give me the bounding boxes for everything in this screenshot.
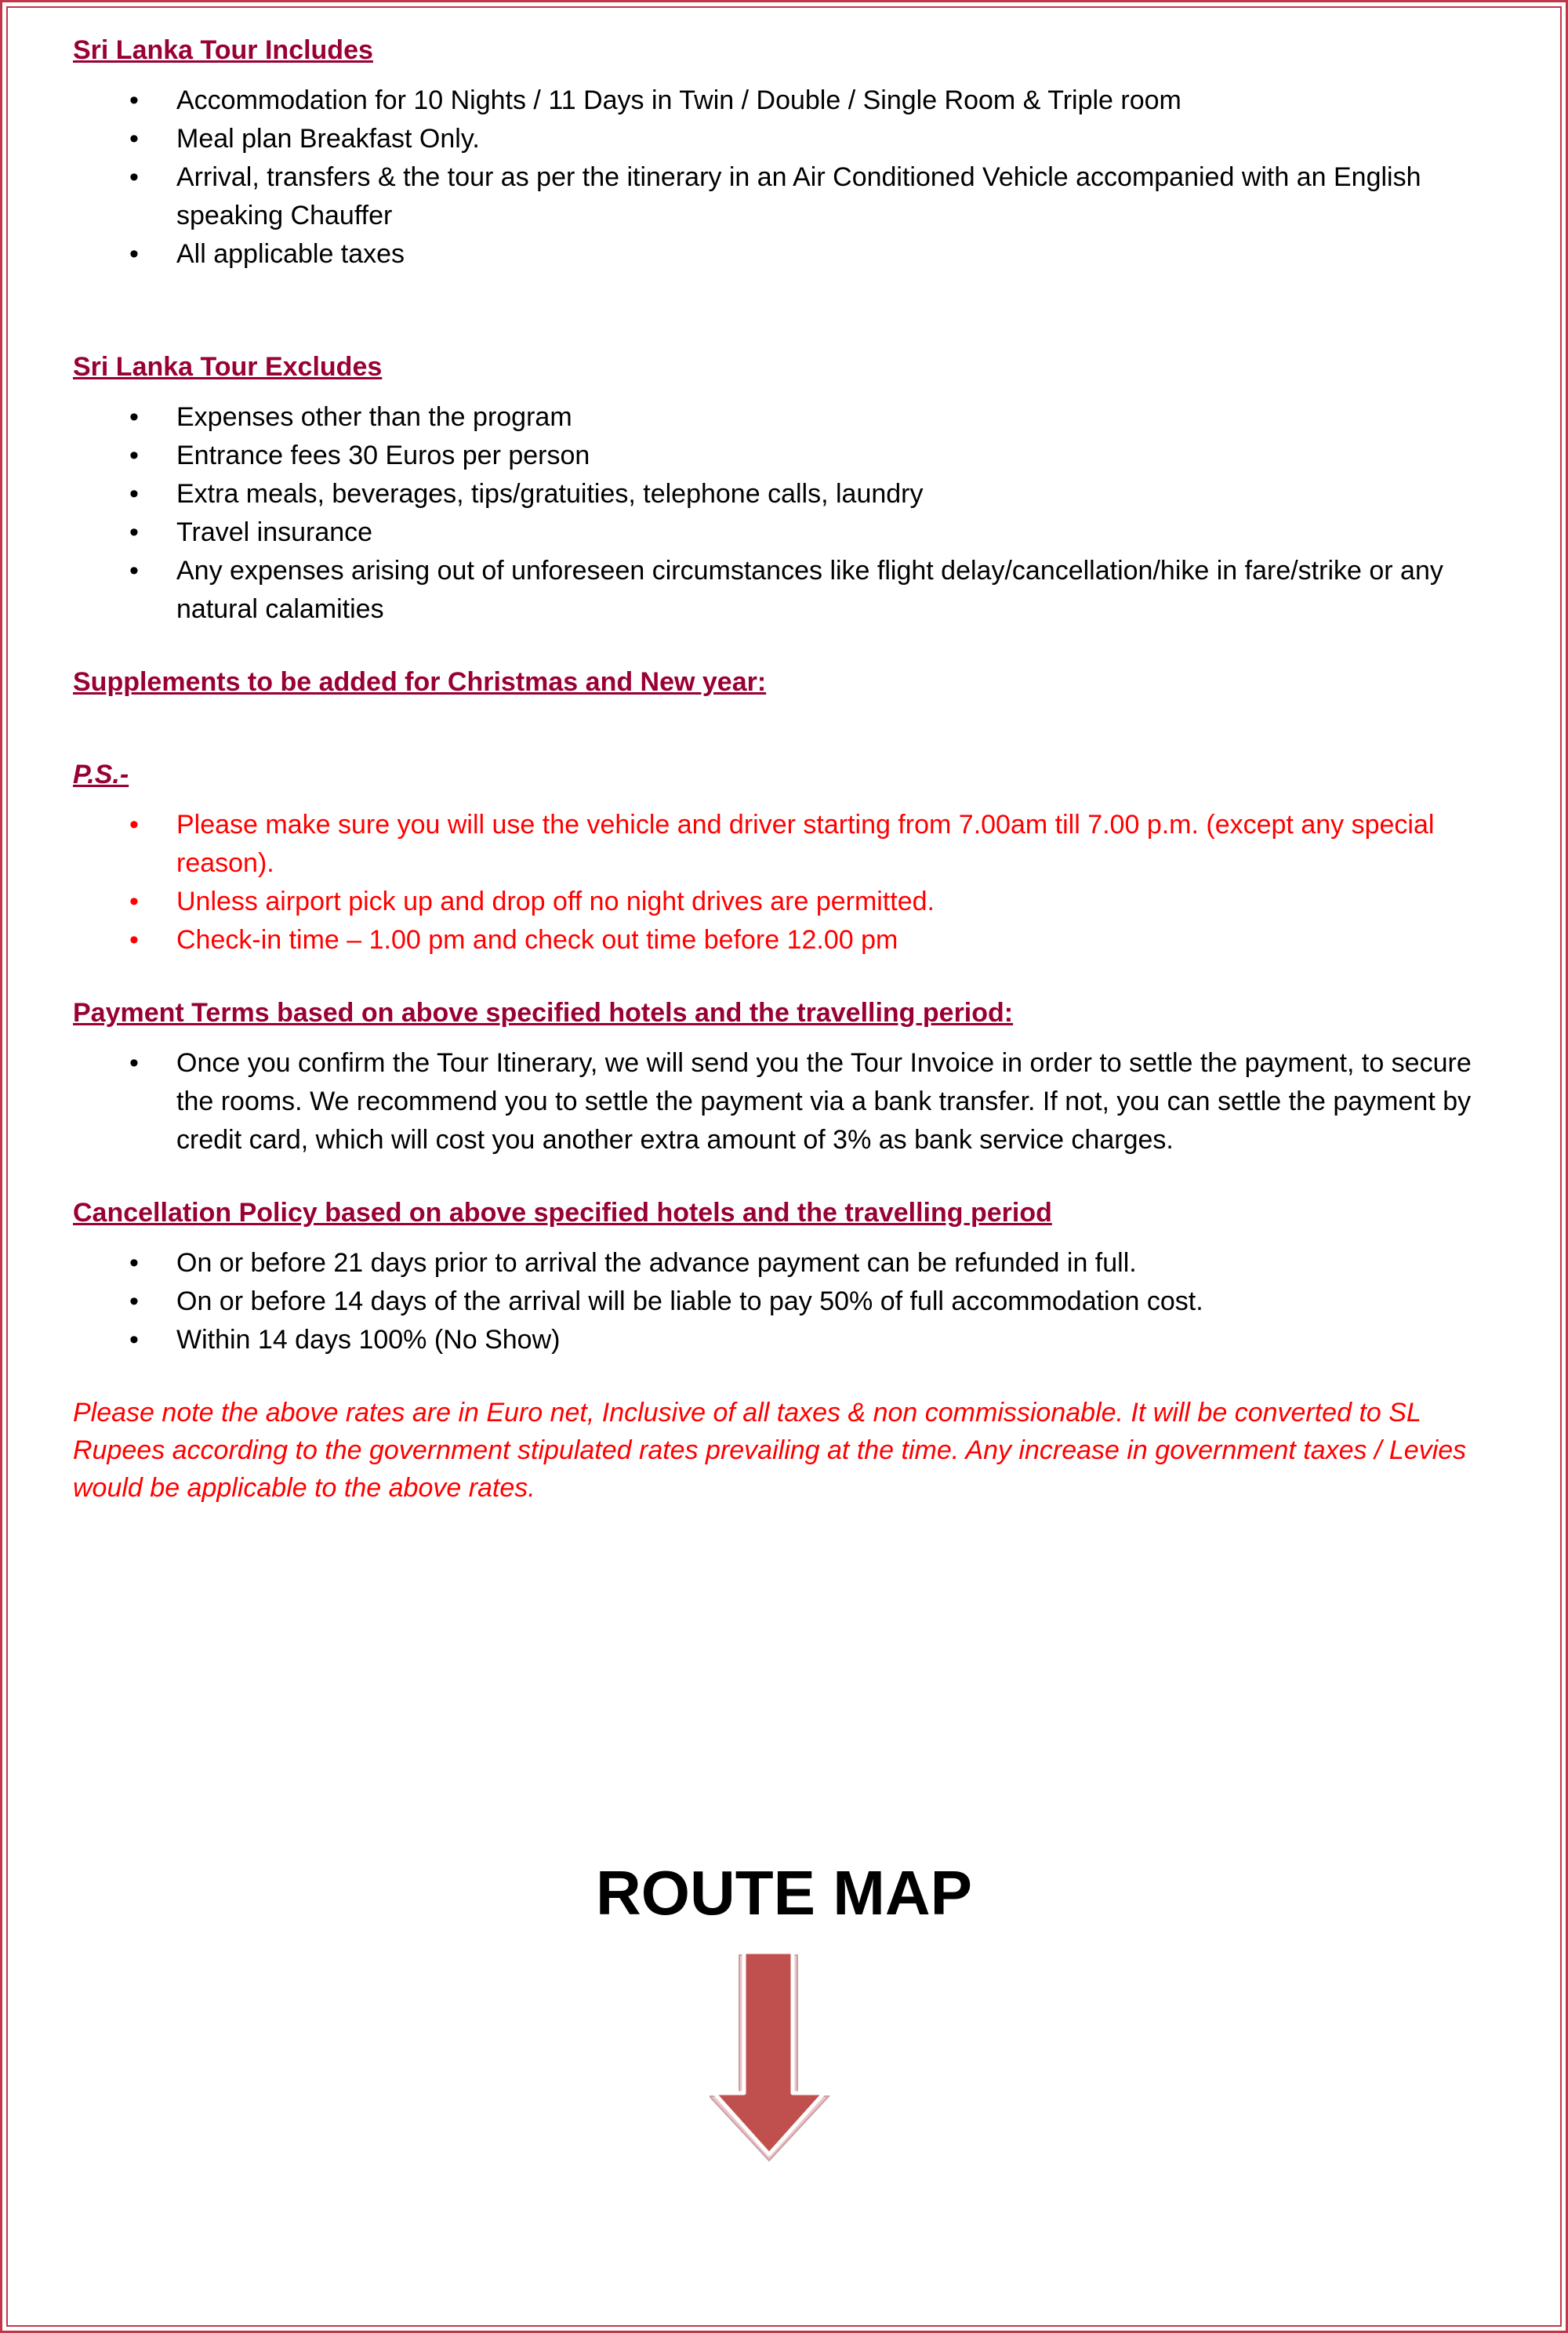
list-item <box>73 552 1508 629</box>
list-item-text: On or before 21 days prior to arrival the advance payment can be refunded in full. <box>176 1248 1137 1278</box>
supplements-section <box>73 663 1508 701</box>
ps-section <box>73 756 1508 960</box>
cancellation-heading: Cancellation Policy based on above specified hotels and the travelling period <box>73 1198 1052 1228</box>
list-item-text: On or before 14 days of the arrival will be liable to pay 50% of full accommodation cost. <box>176 1286 1203 1316</box>
bullet-icon: • <box>129 556 139 586</box>
list-item-text: Expenses other than the program <box>176 402 572 432</box>
list-item-text: Check-in time – 1.00 pm and check out time before 12.00 pm <box>176 925 898 955</box>
cancellation-list <box>73 1244 1508 1359</box>
list-item-text: Any expenses arising out of unforeseen circumstances like flight delay/cancellation/hike in fare/strike or any natural calamities <box>176 556 1443 624</box>
list-item-text: Once you confirm the Tour Itinerary, we will send you the Tour Invoice in order to settle the payment, to secure the rooms. We recommend you to settle the payment via a bank transfer. If not, you can settle the payment by credit card, which will cost you another extra amount of 3% as bank service charges. <box>176 1048 1472 1155</box>
list-item-text: Extra meals, beverages, tips/gratuities, telephone calls, laundry <box>176 479 924 509</box>
list-item <box>73 806 1508 883</box>
bullet-icon: • <box>129 517 139 547</box>
list-item-text: Meal plan Breakfast Only. <box>176 124 480 154</box>
list-item-text: All applicable taxes <box>176 239 405 269</box>
bullet-icon: • <box>129 441 139 470</box>
list-item <box>73 1283 1508 1321</box>
ps-heading: P.S.- <box>73 760 129 789</box>
ps-list <box>73 806 1508 960</box>
list-item-text: Please make sure you will use the vehicle and driver starting from 7.00am till 7.00 p.m. (except any special reason). <box>176 810 1435 878</box>
list-item <box>73 120 1508 158</box>
list-item <box>73 437 1508 475</box>
bullet-icon: • <box>129 1048 139 1078</box>
includes-heading: Sri Lanka Tour Includes <box>73 35 373 65</box>
list-item-text: Travel insurance <box>176 517 373 547</box>
list-item <box>73 1044 1508 1159</box>
list-item <box>73 1244 1508 1283</box>
payment-section <box>73 994 1508 1159</box>
excludes-heading: Sri Lanka Tour Excludes <box>73 352 383 382</box>
bullet-icon: • <box>129 124 139 154</box>
payment-heading: Payment Terms based on above specified hotels and the travelling period: <box>73 998 1014 1028</box>
list-item <box>73 82 1508 120</box>
bullet-icon: • <box>129 479 139 509</box>
excludes-list <box>73 398 1508 629</box>
supplements-heading: Supplements to be added for Christmas and New year: <box>73 667 767 697</box>
bullet-icon: • <box>129 162 139 192</box>
cancellation-section <box>73 1194 1508 1359</box>
includes-list <box>73 82 1508 274</box>
rates-note: Please note the above rates are in Euro net, Inclusive of all taxes & non commissionable. It will be converted to SL Rupees according to the government stipulated rates prevailing at the time. Any increase in government taxes / Levies would be applicable to the above rates. <box>73 1398 1467 1503</box>
list-item <box>73 475 1508 513</box>
bullet-icon: • <box>129 85 139 115</box>
list-item-text: Arrival, transfers & the tour as per the itinerary in an Air Conditioned Vehicle accompanied with an English speaking Chauffer <box>176 162 1421 230</box>
down-arrow-icon <box>710 1952 835 2164</box>
list-item-text: Within 14 days 100% (No Show) <box>176 1325 561 1355</box>
list-item <box>73 883 1508 921</box>
document-body <box>73 31 1508 1507</box>
payment-list <box>73 1044 1508 1159</box>
list-item <box>73 158 1508 235</box>
route-map-title: ROUTE MAP <box>596 1858 972 1928</box>
list-item <box>73 513 1508 552</box>
list-item <box>73 398 1508 437</box>
list-item <box>73 1321 1508 1359</box>
list-item-text: Accommodation for 10 Nights / 11 Days in Twin / Double / Single Room & Triple room <box>176 85 1181 115</box>
bullet-icon: • <box>129 925 139 955</box>
list-item <box>73 235 1508 274</box>
list-item-text: Entrance fees 30 Euros per person <box>176 441 590 470</box>
list-item <box>73 921 1508 960</box>
list-item-text: Unless airport pick up and drop off no night drives are permitted. <box>176 887 935 916</box>
bullet-icon: • <box>129 1325 139 1355</box>
bullet-icon: • <box>129 239 139 269</box>
bullet-icon: • <box>129 402 139 432</box>
excludes-section <box>73 348 1508 629</box>
bullet-icon: • <box>129 1248 139 1278</box>
includes-section <box>73 31 1508 274</box>
bullet-icon: • <box>129 1286 139 1316</box>
bullet-icon: • <box>129 887 139 916</box>
bullet-icon: • <box>129 810 139 840</box>
